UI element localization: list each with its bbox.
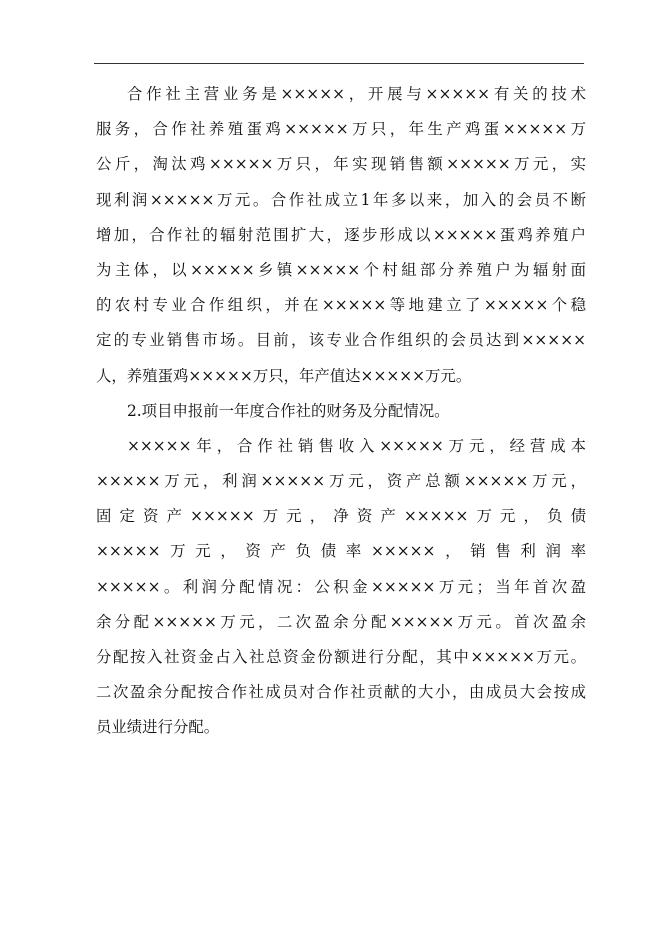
paragraph-1-line-3: 公斤，淘汰鸡×××××万只，年实现销售额×××××万元，实 xyxy=(96,155,586,174)
paragraph-3-line-9: 员业绩进行分配。 xyxy=(96,718,220,737)
header-rule xyxy=(94,63,584,64)
paragraph-1-line-1: 合作社主营业务是×××××，开展与×××××有关的技术 xyxy=(127,85,586,103)
paragraph-1-line-8: 定的专业销售市场。目前，该专业合作组织的会员达到××××× xyxy=(96,331,586,350)
section-heading: 2.项目申报前一年度合作社的财务及分配情况。 xyxy=(127,401,450,420)
document-body xyxy=(96,77,586,746)
paragraph-3-line-2: ×××××万元，利润×××××万元，资产总额×××××万元， xyxy=(96,472,586,491)
paragraph-1-line-4: 现利润×××××万元。合作社成立1年多以来，加入的会员不断 xyxy=(96,190,586,209)
paragraph-3-line-8: 二次盈余分配按合作社成员对合作社贡献的大小，由成员大会按成 xyxy=(96,683,586,702)
paragraph-3-line-5: ×××××。利润分配情况：公积金×××××万元；当年首次盈 xyxy=(96,577,586,596)
paragraph-1-line-6: 为主体，以×××××乡镇×××××个村組部分养殖户为辐射面 xyxy=(96,260,586,279)
paragraph-1-line-9: 人，养殖蛋鸡×××××万只，年产值达×××××万元。 xyxy=(96,366,472,385)
paragraph-3-line-6: 余分配×××××万元，二次盈余分配×××××万元。首次盈余 xyxy=(96,612,586,631)
paragraph-1-line-2: 服务，合作社养殖蛋鸡×××××万只，年生产鸡蛋×××××万 xyxy=(96,120,586,139)
paragraph-3-line-1: ×××××年，合作社销售收入×××××万元，经营成本 xyxy=(127,436,586,455)
paragraph-3-line-7: 分配按入社资金占入社总资金份额进行分配，其中×××××万元。 xyxy=(96,648,586,666)
paragraph-1-line-5: 增加，合作社的辐射范围扩大，逐步形成以×××××蛋鸡养殖户 xyxy=(96,225,586,244)
paragraph-1-line-7: 的农村专业合作组织，并在×××××等地建立了×××××个稳 xyxy=(96,296,586,315)
paragraph-3-line-4: ×××××万元，资产负债率×××××，销售利润率 xyxy=(96,542,586,561)
paragraph-3-line-3: 固定资产×××××万元，净资产×××××万元，负债 xyxy=(96,507,586,526)
